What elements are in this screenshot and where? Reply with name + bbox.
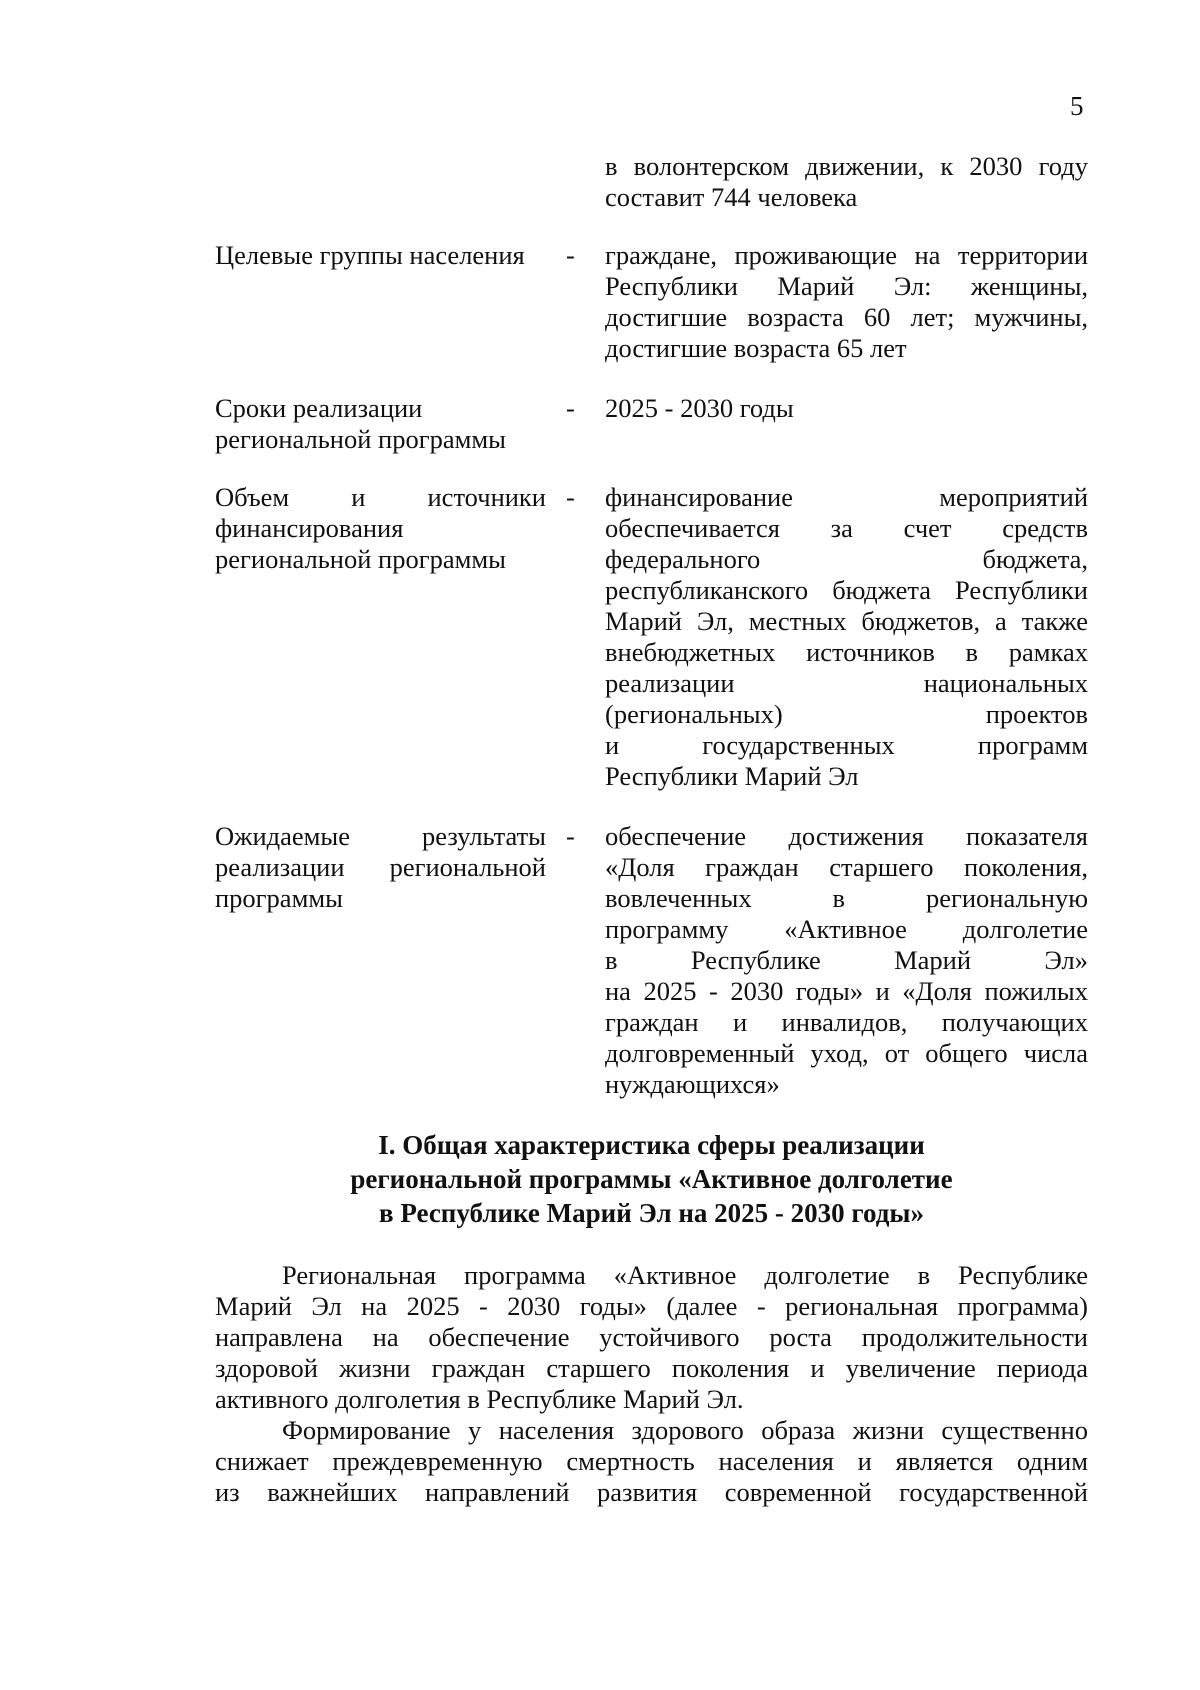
passport-value-line: и государственных программ xyxy=(605,730,1088,760)
body-text-line: из важнейших направлений развития современной государственной xyxy=(215,1477,1088,1507)
passport-value-line: республиканского бюджета Республики xyxy=(605,575,1088,605)
body-text-line: здоровой жизни граждан старшего поколения и увеличение периода xyxy=(215,1353,1088,1383)
passport-label-line: Целевые группы населения xyxy=(215,240,525,270)
passport-label-line: Объем и источники xyxy=(215,482,546,512)
passport-value-line: долговременный уход, от общего числа xyxy=(605,1038,1088,1068)
body-text-line: Марий Эл на 2025 - 2030 годы» (далее - региональная программа) xyxy=(215,1291,1088,1321)
passport-label-line: программы xyxy=(215,883,343,913)
passport-value-line: достигшие возраста 60 лет; мужчины, xyxy=(605,302,1088,332)
body-text-line: Региональная программа «Активное долголетие в Республике xyxy=(282,1260,1088,1290)
passport-label-line: реализации региональной xyxy=(215,852,546,882)
passport-value-line: обеспечение достижения показателя xyxy=(605,821,1088,851)
body-text-line: снижает преждевременную смертность населения и является одним xyxy=(215,1446,1088,1476)
passport-value-line: Республики Марий Эл xyxy=(605,761,859,791)
passport-value-line: «Доля граждан старшего поколения, xyxy=(605,852,1088,882)
passport-value-line: в Республике Марий Эл» xyxy=(605,945,1088,975)
passport-value-line: обеспечивается за счет средств xyxy=(605,513,1088,543)
passport-label-line: Ожидаемые результаты xyxy=(215,821,546,851)
passport-value-line: составит 744 человека xyxy=(605,182,858,212)
passport-value-line: граждане, проживающие на территории xyxy=(605,240,1088,270)
passport-value-line: внебюджетных источников в рамках xyxy=(605,637,1088,667)
passport-dash: - xyxy=(566,240,575,270)
section-heading-line: региональной программы «Активное долголетие xyxy=(350,1164,953,1194)
passport-value-line: достигшие возраста 65 лет xyxy=(605,333,907,363)
passport-dash: - xyxy=(566,482,575,512)
body-text-line: Формирование у населения здорового образа жизни существенно xyxy=(282,1415,1088,1445)
passport-value-line: реализации национальных xyxy=(605,668,1088,698)
passport-value-line: Марий Эл, местных бюджетов, а также xyxy=(605,606,1088,636)
passport-value-line: граждан и инвалидов, получающих xyxy=(605,1007,1088,1037)
passport-value-line: федерального бюджета, xyxy=(605,544,1088,574)
passport-value-line: в волонтерском движении, к 2030 году xyxy=(605,151,1088,181)
body-text-line: направлена на обеспечение устойчивого роста продолжительности xyxy=(215,1322,1088,1352)
passport-label-line: региональной программы xyxy=(215,424,506,454)
passport-value-line: на 2025 - 2030 годы» и «Доля пожилых xyxy=(605,976,1088,1006)
passport-value-line: (региональных) проектов xyxy=(605,699,1088,729)
body-text-line: активного долголетия в Республике Марий Эл. xyxy=(215,1384,744,1414)
section-heading-line: в Республике Марий Эл на 2025 - 2030 годы» xyxy=(379,1198,924,1228)
passport-dash: - xyxy=(566,821,575,851)
passport-value-line: вовлеченных в региональную xyxy=(605,883,1088,913)
passport-value-line: Республики Марий Эл: женщины, xyxy=(605,271,1088,301)
passport-label-line: финансирования xyxy=(215,513,404,543)
passport-label-line: региональной программы xyxy=(215,544,506,574)
passport-dash: - xyxy=(566,393,575,423)
page-number: 5 xyxy=(1070,91,1084,121)
passport-value-line: 2025 - 2030 годы xyxy=(605,393,794,423)
passport-value-line: финансирование мероприятий xyxy=(605,482,1088,512)
passport-value-line: программу «Активное долголетие xyxy=(605,914,1088,944)
passport-label-line: Сроки реализации xyxy=(215,393,423,423)
passport-value-line: нуждающихся» xyxy=(605,1069,780,1099)
section-heading-line: I. Общая характеристика сферы реализации xyxy=(378,1130,925,1160)
